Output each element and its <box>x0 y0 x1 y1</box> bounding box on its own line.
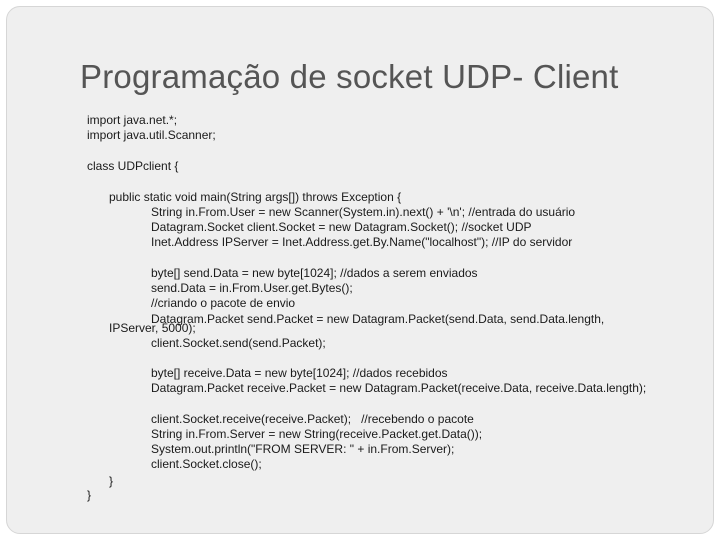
code-line: Datagram.Socket client.Socket = new Datagram.Socket(); //socket UDP <box>151 220 532 234</box>
code-line: System.out.println("FROM SERVER: " + in.From.Server); <box>151 442 455 456</box>
code-line: import java.net.*; <box>87 113 178 127</box>
code-line: //criando o pacote de envio <box>151 296 296 310</box>
code-line: class UDPclient { <box>87 159 179 173</box>
code-line: byte[] send.Data = new byte[1024]; //dados a serem enviados <box>151 266 478 280</box>
slide-title: Programação de socket UDP- Client <box>80 58 619 95</box>
code-line: String in.From.Server = new String(receive.Packet.get.Data()); <box>151 427 483 441</box>
code-line: import java.util.Scanner; <box>87 128 216 142</box>
code-line: Datagram.Packet send.Packet = new Datagram.Packet(send.Data, send.Data.length, <box>151 312 605 326</box>
code-line: byte[] receive.Data = new byte[1024]; //dados recebidos <box>151 366 448 380</box>
code-line: client.Socket.receive(receive.Packet); //recebendo o pacote <box>151 412 474 426</box>
code-line: client.Socket.send(send.Packet); <box>151 336 326 350</box>
code-line: String in.From.User = new Scanner(System.in).next() + '\n'; //entrada do usuário <box>151 205 576 219</box>
code-line: IPServer, 5000); <box>109 321 196 335</box>
code-line: send.Data = in.From.User.get.Bytes(); <box>151 281 353 295</box>
code-line: } <box>109 474 114 488</box>
code-line: Datagram.Packet receive.Packet = new Datagram.Packet(receive.Data, receive.Data.length); <box>151 381 647 395</box>
code-line: client.Socket.close(); <box>151 457 262 471</box>
code-line: } <box>87 488 92 502</box>
code-line: public static void main(String args[]) throws Exception { <box>109 190 402 204</box>
code-line: Inet.Address IPServer = Inet.Address.get.By.Name("localhost"); //IP do servidor <box>151 235 573 249</box>
